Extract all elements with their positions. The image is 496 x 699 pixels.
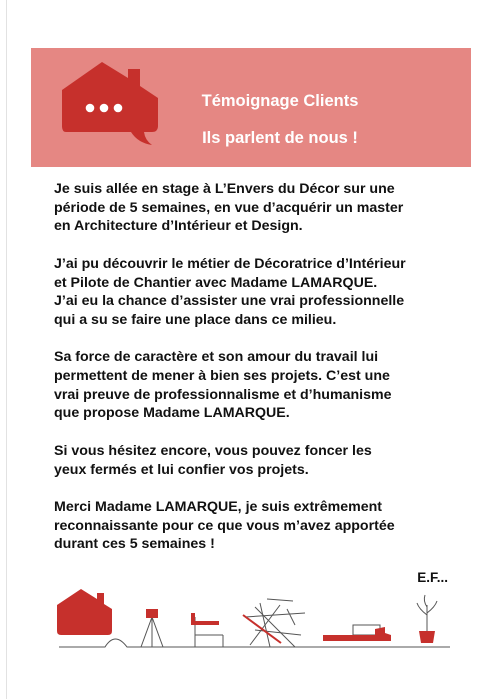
testimonial-paragraph: Merci Madame LAMARQUE, je suis extrêmement reconnaissante pour ce que vous m’avez apportée durant ces 5 semaines ! xyxy=(54,498,395,553)
furniture-lineart-illustration xyxy=(55,585,450,653)
testimonial-body xyxy=(54,180,454,573)
testimonial-paragraph: Je suis allée en stage à L’Envers du Décor sur une période de 5 semaines, en vue d’acquérir un master en Architecture d’Intérieur et Design. xyxy=(54,181,404,235)
page-edge xyxy=(6,0,7,699)
testimonial-paragraph: Si vous hésitez encore, vous pouvez foncer les yeux fermés et lui confier vos projets. xyxy=(54,442,372,478)
testimonial-paragraph: Sa force de caractère et son amour du travail lui permettent de mener à bien ses projets. C’est une vrai preuve de professionnalisme et d’humanisme que propose Madame LAMARQUE. xyxy=(54,349,392,422)
signature: E.F... xyxy=(417,570,448,585)
house-speech-bubble-icon xyxy=(58,60,162,146)
header-title: Témoignage Clients xyxy=(201,92,359,110)
header-subtitle: Ils parlent de nous ! xyxy=(202,129,358,147)
testimonial-paragraph: J’ai pu découvrir le métier de Décoratrice d’Intérieur et Pilote de Chantier avec Madame LAMARQUE. J’ai eu la chance d’assister une vrai professionnelle qui a su se faire une place dans ce milieu. xyxy=(54,255,406,328)
